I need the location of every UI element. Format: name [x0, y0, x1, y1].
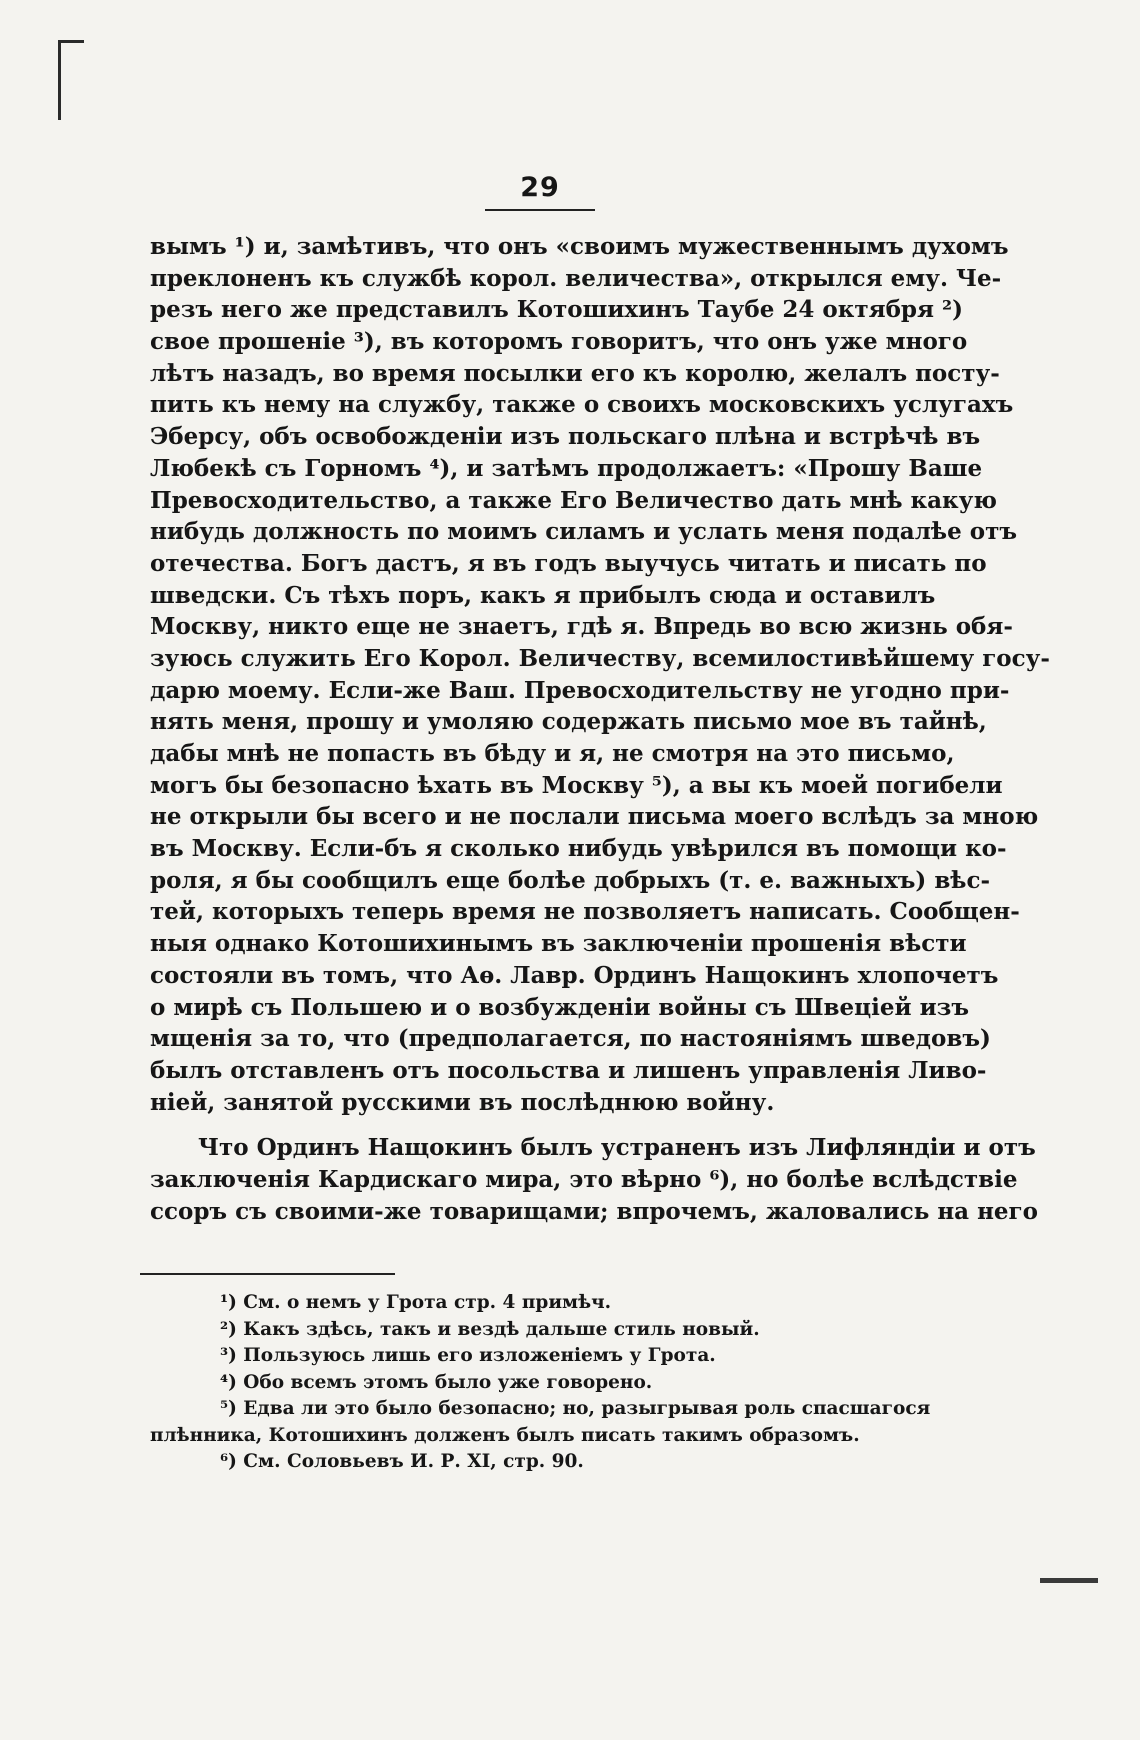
text-line: пить къ нему на службу, также о своихъ московскихъ услугахъ — [150, 391, 1014, 419]
footnote: ¹) См. о немъ у Грота стр. 4 примѣч. — [220, 1292, 612, 1313]
scan-artifact-mark — [1040, 1578, 1098, 1583]
scan-edge-mark — [58, 40, 84, 43]
footnote: ⁶) См. Соловьевъ И. Р. XI, стр. 90. — [220, 1451, 584, 1472]
text-line: о мирѣ съ Польшею и о возбужденіи войны съ Швеціей изъ — [150, 993, 969, 1021]
text-line: заключенія Кардискаго мира, это вѣрно ⁶), но болѣе вслѣдствіе — [150, 1165, 1018, 1193]
text-line: нять меня, прошу и умоляю содержать письмо мое въ тайнѣ, — [150, 708, 987, 736]
text-line: дабы мнѣ не попасть въ бѣду и я, не смотря на это письмо, — [150, 740, 955, 767]
text-line: былъ отставленъ отъ посольства и лишенъ управленія Ливо- — [150, 1056, 987, 1084]
text-line: въ Москву. Если-бъ я сколько нибудь увѣрился въ помощи ко- — [150, 835, 1007, 863]
text-line: лѣтъ назадъ, во время посылки его къ королю, желалъ посту- — [150, 359, 1000, 387]
footnote: ⁴) Обо всемъ этомъ было уже говорено. — [220, 1371, 653, 1393]
text-line: Что Ординъ Нащокинъ былъ устраненъ изъ Лифляндіи и отъ — [198, 1134, 1036, 1162]
text-line: свое прошеніе ³), въ которомъ говоритъ, что онъ уже много — [150, 328, 968, 356]
text-line: роля, я бы сообщилъ еще болѣе добрыхъ (т. е. важныхъ) вѣс- — [150, 866, 991, 894]
text-line: преклоненъ къ службѣ корол. величества», открылся ему. Че- — [150, 264, 1002, 292]
text-line: состояли въ томъ, что Аѳ. Лавр. Ординъ Нащокинъ хлопочетъ — [150, 961, 999, 989]
text-line: мщенія за то, что (предполагается, по настояніямъ шведовъ) — [150, 1025, 991, 1053]
text-line: ссоръ съ своими-же товарищами; впрочемъ, жаловались на него — [150, 1197, 1038, 1225]
text-line: дарю моему. Если-же Ваш. Превосходительству не угодно при- — [150, 676, 1010, 704]
footnotes — [150, 1290, 931, 1476]
text-line: Эберсу, объ освобожденіи изъ польскаго плѣна и встрѣчѣ въ — [150, 423, 981, 451]
text-line: не открыли бы всего и не послали письма моего вслѣдъ за мною — [150, 803, 1039, 831]
paragraph-2 — [150, 1132, 1038, 1227]
text-line: могъ бы безопасно ѣхать въ Москву ⁵), а вы къ моей погибели — [150, 771, 1003, 799]
scan-edge-mark — [58, 40, 61, 120]
footnote-separator — [140, 1273, 395, 1275]
text-line: ніей, занятой русскими въ послѣднюю войну. — [150, 1088, 775, 1116]
main-text — [150, 231, 1050, 1227]
text-line: отечества. Богъ дастъ, я въ годъ выучусь читать и писать по — [150, 549, 987, 577]
text-line: вымъ ¹) и, замѣтивъ, что онъ «своимъ мужественнымъ духомъ — [150, 233, 1009, 260]
text-line: Любекѣ съ Горномъ ⁴), и затѣмъ продолжаетъ: «Прошу Ваше — [150, 454, 983, 482]
page-number: 29 — [520, 172, 560, 203]
footnote: ²) Какъ здѣсь, такъ и вездѣ дальше стиль новый. — [220, 1318, 760, 1340]
text-line: шведски. Съ тѣхъ поръ, какъ я прибылъ сюда и оставилъ — [150, 581, 936, 609]
text-line: Москву, никто еще не знаетъ, гдѣ я. Впредь во всю жизнь обя- — [150, 613, 1013, 641]
text-line: резъ него же представилъ Котошихинъ Таубе 24 октября ²) — [150, 296, 963, 324]
text-line: тей, которыхъ теперь время не позволяетъ написать. Сообщен- — [150, 898, 1020, 926]
text-line: нибудь должность по моимъ силамъ и услать меня подалѣе отъ — [150, 518, 1017, 546]
footnote: плѣнника, Котошихинъ долженъ былъ писать такимъ образомъ. — [150, 1424, 860, 1446]
footnote: ³) Пользуюсь лишь его изложеніемъ у Грота. — [220, 1345, 716, 1366]
text-line: ныя однако Котошихинымъ въ заключеніи прошенія вѣсти — [150, 930, 967, 958]
footnote: ⁵) Едва ли это было безопасно; но, разыгрывая роль спасшагося — [220, 1398, 931, 1419]
page-number-rule — [485, 209, 595, 211]
text-line: зуюсь служить Его Корол. Величеству, всемилостивѣйшему госу- — [150, 644, 1050, 672]
text-line: Превосходительство, а также Его Величество дать мнѣ какую — [150, 486, 997, 514]
